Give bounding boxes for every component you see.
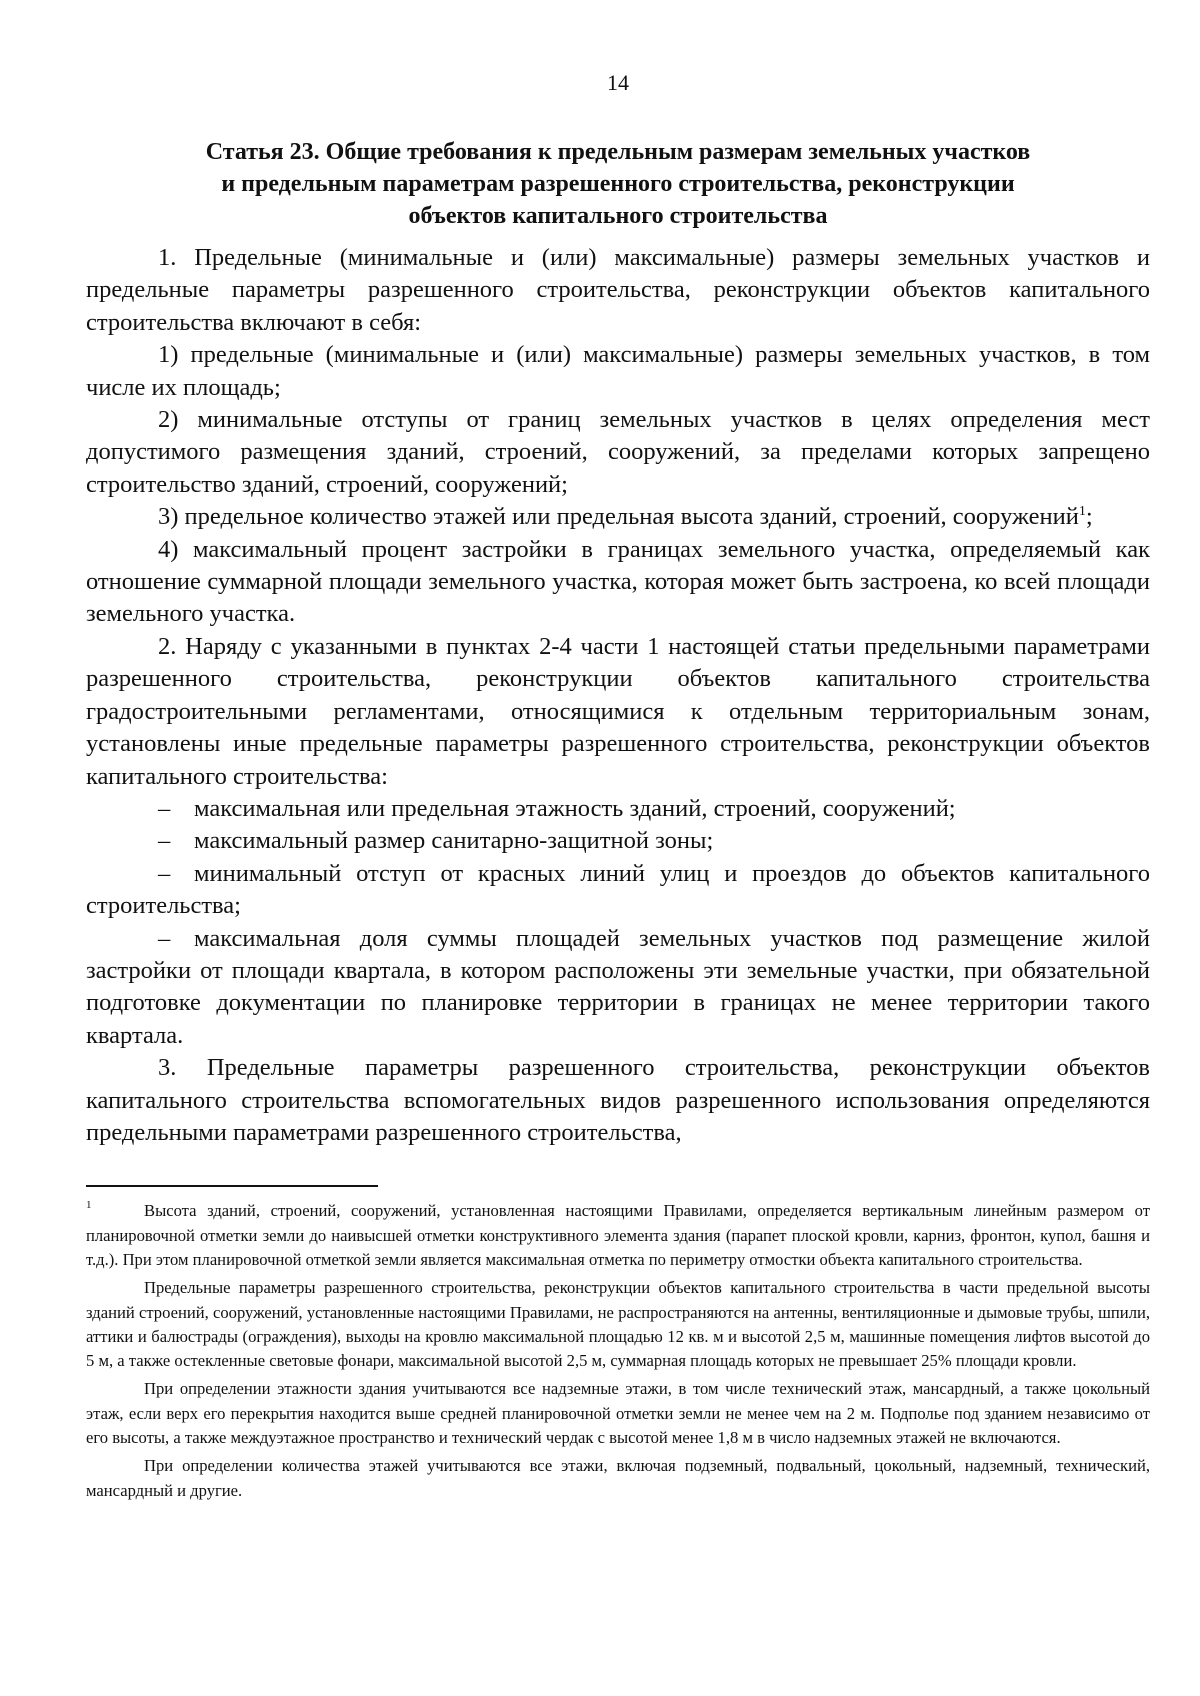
footnote-1-paragraph-3: При определении этажности здания учитываются все надземные этажи, в том числе технический этаж, мансардный, а также цокольный этаж, если верх его перекрытия находится выше средней планировочной отметки земли не менее чем на 2 м. Подполье под зданием независимо от его высоты, а также междуэтажное пространство и технический чердак с высотой менее 1,8 м в число надземных этажей не включаются. [86, 1379, 1150, 1448]
dash-item-3 [86, 858, 1150, 923]
dash-mark: – [158, 924, 171, 952]
paragraph-2: 2. Наряду с указанными в пунктах 2-4 части 1 настоящей статьи предельными параметрами разрешенного строительства, реконструкции объектов капитального строительства градостроительными регламентами, относящимися к отдельным территориальным зонам, установлены иные предельные параметры разрешенного строительства, реконструкции объектов капитального строительства: [86, 632, 1150, 790]
article-title [86, 136, 1150, 232]
dash-item-4 [86, 923, 1150, 1053]
footnote-1-text: Высота зданий, строений, сооружений, установленная настоящими Правилами, определяется вертикальным линейным размером от планировочной отметки земли до наивысшей отметки конструктивного элемента здания (парапет плоской кровли, карниз, фронтон, купол, башня и т.д.). При этом планировочной отметкой земли является максимальная отметка по периметру отмостки объекта капитального строительства. [86, 1201, 1150, 1269]
article-title-line-2: и предельным параметрам разрешенного строительства, реконструкции [221, 171, 1015, 197]
dash-item-2 [86, 825, 1150, 857]
paragraph-1-item-3-end: ; [1085, 503, 1093, 531]
footnote-1-paragraph-4: При определении количества этажей учитываются все этажи, включая подземный, подвальный, цокольный, надземный, технический, мансардный и другие. [86, 1456, 1150, 1500]
dash-mark: – [158, 859, 171, 887]
page-number: 14 [607, 70, 629, 95]
paragraph-1-item-4: 4) максимальный процент застройки в границах земельного участка, определяемый как отношение суммарной площади земельного участка, которая может быть застроена, ко всей площади земельного участка. [86, 535, 1150, 628]
dash-item-1 [86, 793, 1150, 825]
dash-item-2-text: максимальный размер санитарно-защитной зоны; [194, 827, 714, 855]
article-body [86, 242, 1150, 1149]
footnote-reference[interactable]: 1 [1078, 504, 1086, 520]
dash-item-1-text: максимальная или предельная этажность зданий, строений, сооружений; [194, 794, 956, 822]
dash-item-3-text: минимальный отступ от красных линий улиц и проездов до объектов капитального строительства; [86, 859, 1150, 920]
paragraph-1-item-3-text: 3) предельное количество этажей или предельная высота зданий, строений, сооружений [158, 503, 1079, 531]
footnote-mark: 1 [86, 1199, 92, 1212]
dash-mark: – [158, 794, 171, 822]
article-title-line-3: объектов капитального строительства [408, 203, 828, 229]
footnote-divider [86, 1185, 378, 1187]
footnote-1-paragraph-2: Предельные параметры разрешенного строительства, реконструкции объектов капитального строительства в части предельной высоты зданий строений, сооружений, установленные настоящими Правилами, не распространяются на антенны, вентиляционные и дымовые трубы, шпили, аттики и балюстрады (ограждения), выходы на кровлю максимальной площадью 12 кв. м и высотой 2,5 м, машинные помещения лифтов высотой до 5 м, а также остекленные световые фонари, максимальной высотой 2,5 м, суммарная площадь которых не превышает 25% площади кровли. [86, 1278, 1150, 1371]
dash-item-4-text: максимальная доля суммы площадей земельных участков под размещение жилой застройки от площади квартала, в котором расположены эти земельные участки, при обязательной подготовке документации по планировке территории в границах не менее территории такого квартала. [86, 924, 1150, 1049]
dash-mark: – [158, 827, 171, 855]
document-page [86, 70, 1150, 1507]
footnote-1 [86, 1199, 1150, 1272]
paragraph-1-item-3 [86, 501, 1150, 533]
paragraph-1: 1. Предельные (минимальные и (или) максимальные) размеры земельных участков и предельные параметры разрешенного строительства, реконструкции объектов капитального строительства включают в себя: [86, 244, 1150, 336]
article-title-line-1: Статья 23. Общие требования к предельным размерам земельных участков [205, 139, 1031, 165]
paragraph-1-item-2: 2) минимальные отступы от границ земельных участков в целях определения мест допустимого размещения зданий, строений, сооружений, за пределами которых запрещено строительство зданий, строений, сооружений; [86, 406, 1150, 498]
footnotes [86, 1199, 1150, 1503]
paragraph-1-item-1: 1) предельные (минимальные и (или) максимальные) размеры земельных участков, в том числе их площадь; [86, 341, 1150, 401]
paragraph-3: 3. Предельные параметры разрешенного строительства, реконструкции объектов капитального строительства вспомогательных видов разрешенного использования определяются предельными параметрами разрешенного строительства, [86, 1054, 1150, 1146]
